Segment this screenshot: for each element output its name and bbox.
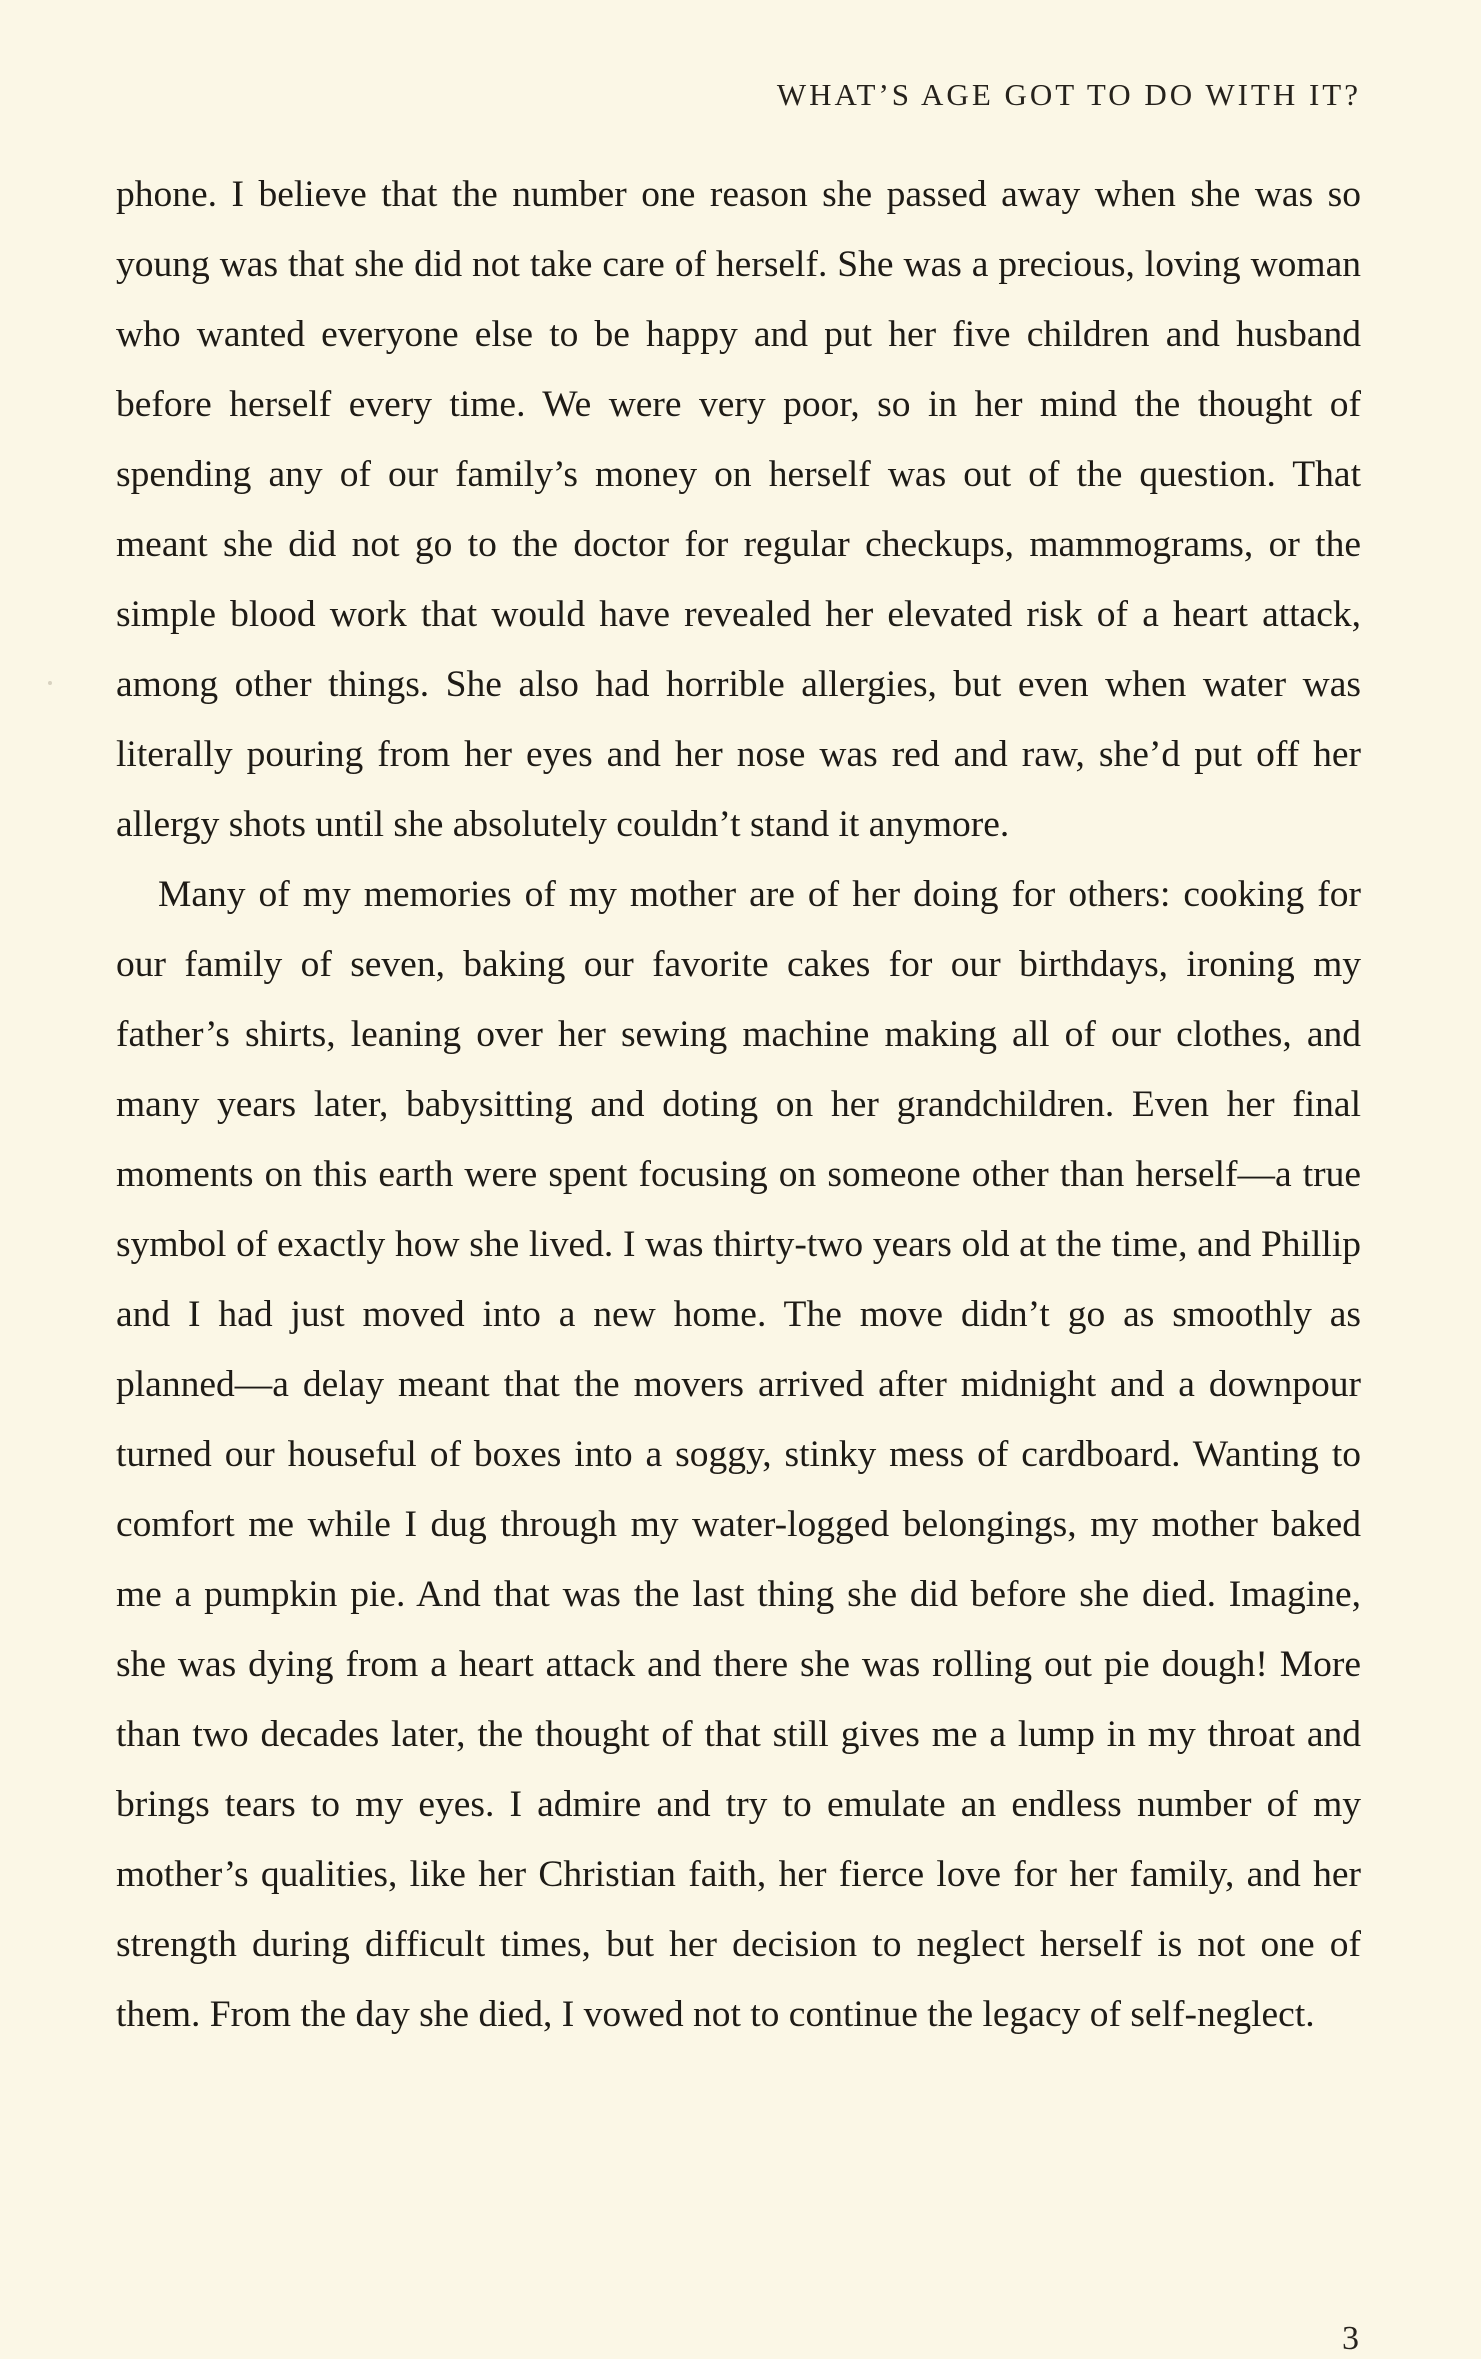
paragraph: Many of my memories of my mother are of her doing for others: cooking for our family of seven, baking our favorite cakes for our birthdays, ironing my father’s shirts, leaning over her sewing machine making all of our clothes, and many years later, babysitting and doting on her grandchildren. Even her final moments on this earth were spent focusing on someone other than herself—a true symbol of exactly how she lived. I was thirty-two years old at the time, and Phillip and I had just moved into a new home. The move didn’t go as smoothly as planned—a delay meant that the movers arrived after midnight and a downpour turned our houseful of boxes into a soggy, stinky mess of cardboard. Wanting to comfort me while I dug through my water-logged belongings, my mother baked me a pumpkin pie. And that was the last thing she did before she died. Imagine, she was dying from a heart attack and there she was rolling out pie dough! More than two decades later, the thought of that still gives me a lump in my throat and brings tears to my eyes. I admire and try to emulate an endless number of my mother’s qualities, like her Christian faith, her fierce love for her family, and her strength during difficult times, but her decision to neglect herself is not one of them. From the day she died, I vowed not to continue the legacy of self-neglect. [116, 874, 1361, 2035]
page-number: 3 [1342, 2320, 1359, 2357]
scan-speck [48, 681, 52, 685]
body-text [116, 160, 1361, 2050]
paragraph-continued: phone. I believe that the number one reason she passed away when she was so young was that she did not take care of herself. She was a precious, loving woman who wanted everyone else to be happy and put her five children and husband before herself every time. We were very poor, so in her mind the thought of spending any of our family’s money on herself was out of the question. That meant she did not go to the doctor for regular checkups, mammograms, or the simple blood work that would have revealed her elevated risk of a heart attack, among other things. She also had horrible allergies, but even when water was literally pouring from her eyes and her nose was red and raw, she’d put off her allergy shots until she absolutely couldn’t stand it anymore. [116, 174, 1361, 845]
running-head: WHAT’S AGE GOT TO DO WITH IT? [776, 77, 1361, 112]
